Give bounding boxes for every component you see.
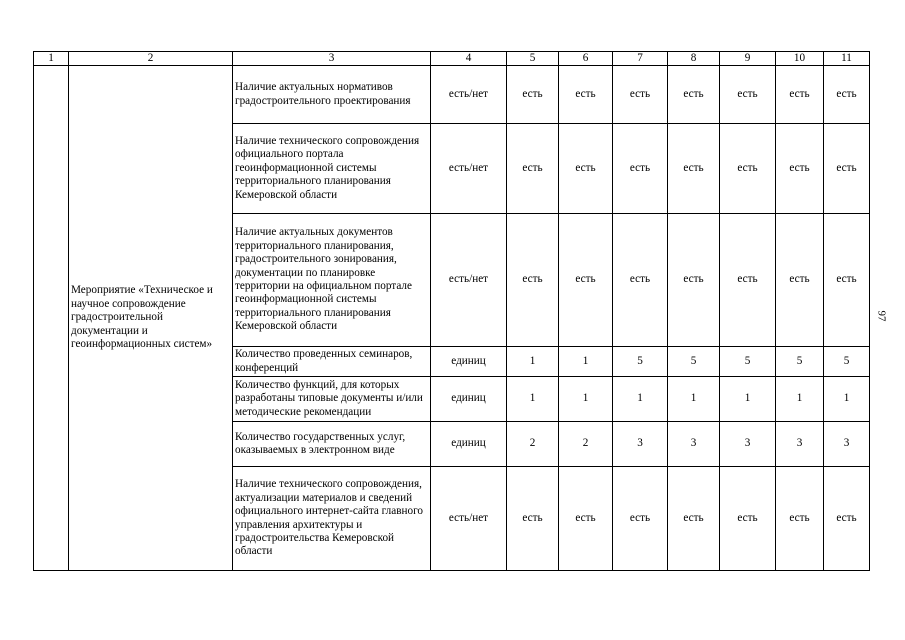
unit-cell: есть/нет: [431, 124, 507, 214]
header-cell: 8: [668, 52, 720, 66]
value-cell: есть: [824, 66, 870, 124]
value-cell: 1: [668, 377, 720, 422]
event-cell: Мероприятие «Техническое и научное сопровождение градостроительной документации и геоинформационных систем»: [69, 66, 233, 571]
value-cell: 5: [720, 347, 776, 377]
value-cell: 3: [668, 422, 720, 467]
value-cell: есть: [720, 214, 776, 347]
header-cell: 4: [431, 52, 507, 66]
value-cell: есть: [720, 66, 776, 124]
value-cell: есть: [613, 214, 668, 347]
value-cell: 3: [776, 422, 824, 467]
unit-cell: единиц: [431, 377, 507, 422]
value-cell: 5: [776, 347, 824, 377]
unit-cell: есть/нет: [431, 66, 507, 124]
value-cell: 1: [824, 377, 870, 422]
page-number: 97: [875, 310, 888, 322]
row-number-cell: [34, 66, 69, 571]
value-cell: есть: [559, 214, 613, 347]
value-cell: есть: [507, 66, 559, 124]
value-cell: 1: [559, 377, 613, 422]
value-cell: 5: [613, 347, 668, 377]
value-cell: есть: [613, 467, 668, 571]
table-row: [34, 66, 870, 124]
indicators-table: [33, 51, 870, 571]
indicator-cell: Количество функций, для которых разработаны типовые документы и/или методические рекомендации: [233, 377, 431, 422]
value-cell: 3: [824, 422, 870, 467]
value-cell: есть: [776, 124, 824, 214]
value-cell: 5: [668, 347, 720, 377]
value-cell: есть: [824, 467, 870, 571]
value-cell: 3: [613, 422, 668, 467]
unit-cell: есть/нет: [431, 467, 507, 571]
value-cell: есть: [668, 467, 720, 571]
value-cell: есть: [824, 124, 870, 214]
value-cell: есть: [776, 66, 824, 124]
header-cell: 10: [776, 52, 824, 66]
value-cell: 1: [776, 377, 824, 422]
value-cell: есть: [668, 214, 720, 347]
value-cell: 1: [507, 347, 559, 377]
indicator-cell: Наличие актуальных нормативов градостроительного проектирования: [233, 66, 431, 124]
indicator-cell: Наличие технического сопровождения официального портала геоинформационной системы территориального планирования Кемеровской области: [233, 124, 431, 214]
value-cell: есть: [720, 467, 776, 571]
header-cell: 2: [69, 52, 233, 66]
header-cell: 9: [720, 52, 776, 66]
value-cell: есть: [507, 124, 559, 214]
value-cell: есть: [668, 124, 720, 214]
value-cell: есть: [776, 214, 824, 347]
header-cell: 6: [559, 52, 613, 66]
value-cell: 2: [559, 422, 613, 467]
indicator-cell: Наличие технического сопровождения, актуализации материалов и сведений официального интернет-сайта главного управления архитектуры и градостроительства Кемеровской области: [233, 467, 431, 571]
value-cell: есть: [613, 66, 668, 124]
value-cell: есть: [507, 214, 559, 347]
header-cell: 5: [507, 52, 559, 66]
value-cell: есть: [559, 124, 613, 214]
indicator-cell: Наличие актуальных документов территориального планирования, градостроительного зонирования, документации по планировке территории на официальном портале геоинформационной системы территориального планирования Кемеровской области: [233, 214, 431, 347]
header-cell: 11: [824, 52, 870, 66]
header-cell: 1: [34, 52, 69, 66]
value-cell: есть: [720, 124, 776, 214]
value-cell: есть: [668, 66, 720, 124]
indicator-cell: Количество государственных услуг, оказываемых в электронном виде: [233, 422, 431, 467]
unit-cell: единиц: [431, 347, 507, 377]
value-cell: есть: [824, 214, 870, 347]
header-cell: 7: [613, 52, 668, 66]
value-cell: 1: [720, 377, 776, 422]
value-cell: 1: [559, 347, 613, 377]
value-cell: есть: [507, 467, 559, 571]
value-cell: 5: [824, 347, 870, 377]
value-cell: есть: [776, 467, 824, 571]
header-cell: 3: [233, 52, 431, 66]
value-cell: есть: [559, 467, 613, 571]
header-row: [34, 52, 870, 66]
value-cell: 3: [720, 422, 776, 467]
value-cell: 1: [613, 377, 668, 422]
value-cell: есть: [613, 124, 668, 214]
value-cell: есть: [559, 66, 613, 124]
indicator-cell: Количество проведенных семинаров, конференций: [233, 347, 431, 377]
unit-cell: единиц: [431, 422, 507, 467]
unit-cell: есть/нет: [431, 214, 507, 347]
value-cell: 2: [507, 422, 559, 467]
value-cell: 1: [507, 377, 559, 422]
